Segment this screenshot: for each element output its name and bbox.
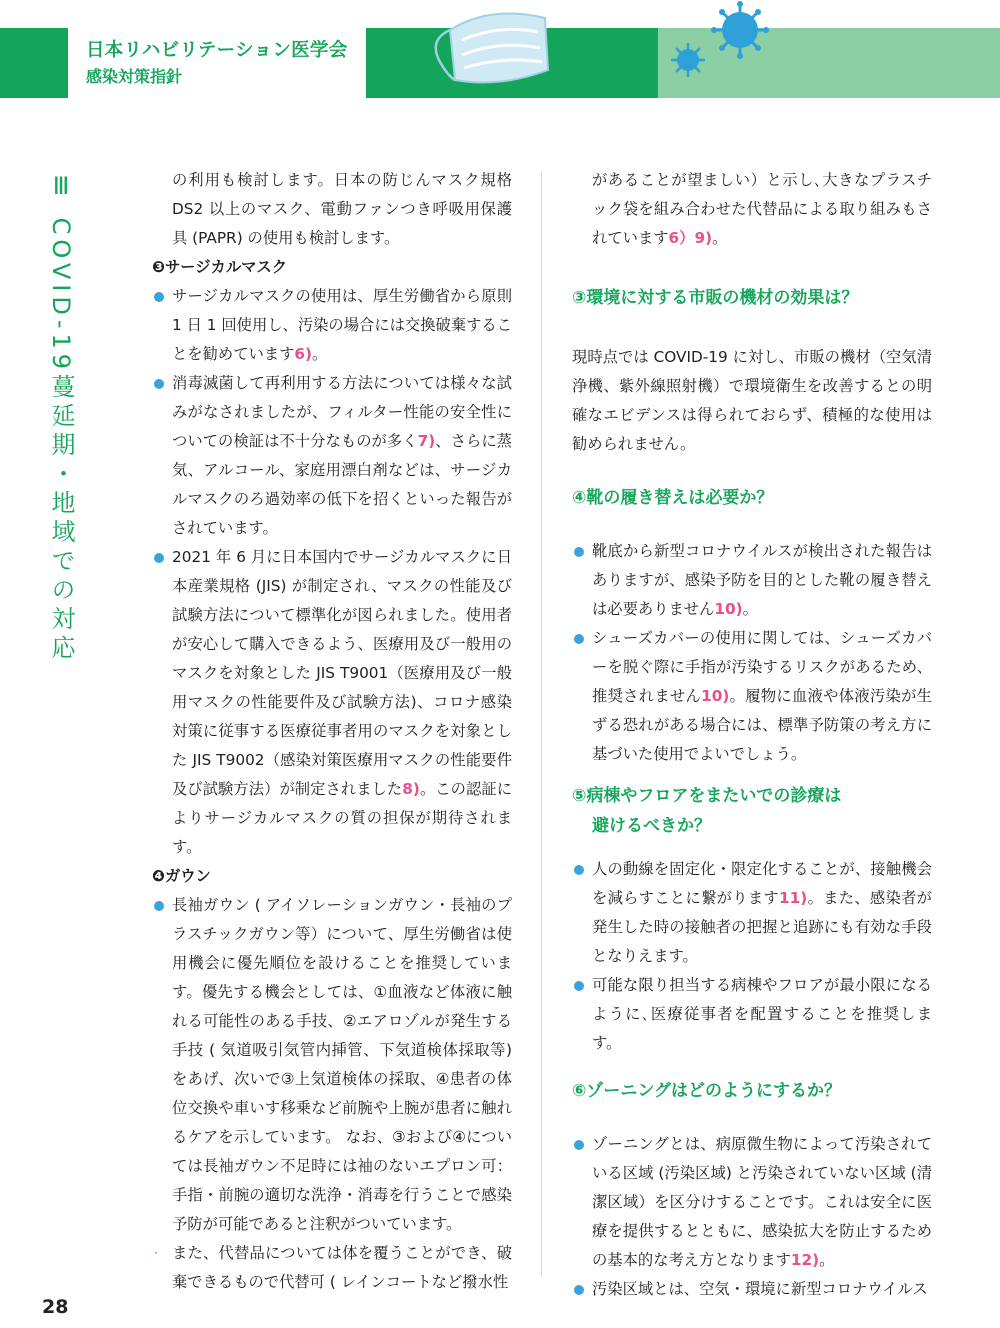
list-item: 長袖ガウン ( アイソレーションガウン・長袖のプラスチックガウン等）について、厚生労働省は使用機会に優先順位を設けることを推奨しています。優先する機会としては、①血液など体液に触れる可能性のある手技、②エアロゾルが発生する手技 ( 気道吸引気管内挿管、下気道検体採取等)をあげ、次いで③上気道検体の採取、④患者の体位交換や車いす移乗など前腕や上腕が患者に触れるケアを示しています。 なお、③および④については長袖ガウン不足時には袖のないエプロン可：手指・前腕の適切な洗浄・消毒を行うことで感染予防が可能であると注釈がついています。: [152, 891, 512, 1239]
list-item: シューズカバーの使用に関しては、シューズカバーを脱ぐ際に手指が汚染するリスクがあるため、推奨されません10)。履物に血液や体液汚染が生ずる恐れがある場合には、標準予防策の考え方に基づいた使用でよいでしょう。: [572, 624, 932, 769]
list-item: 人の動線を固定化・限定化することが、接触機会を減らすことに繋がります11)。また、感染者が発生した時の接触者の把握と追跡にも有効な手段となりえます。: [572, 855, 932, 971]
reference-6-9: 6）9): [668, 229, 713, 247]
section-heading-5-cont: 避けるべきか？: [592, 816, 711, 836]
section-heading-3: ③環境に対する市販の機材の効果は？: [572, 288, 859, 308]
left-column: [152, 166, 512, 1297]
list-item: · また、代替品については体を覆うことができ、破棄できるもので代替可 ( レインコートなど撥水性: [152, 1239, 512, 1297]
list-item: 汚染区域とは、空気・環境に新型コロナウイルス: [572, 1275, 932, 1304]
virus-icon-large: [711, 1, 769, 59]
reference-10: 10): [701, 687, 730, 705]
section-heading-4: ④靴の履き替えは必要か？: [572, 488, 774, 508]
list-item: 可能な限り担当する病棟やフロアが最小限になるように､医療従事者を配置することを推奨します。: [572, 971, 932, 1058]
header-subtitle: 感染対策指針: [86, 67, 183, 86]
page-number: 28: [42, 1296, 69, 1318]
paragraph: の利用も検討します。日本の防じんマスク規格DS2 以上のマスク、電動ファンつき呼吸用保護具 (PAPR) の使用も検討します。: [172, 171, 512, 247]
reference-7: 7): [417, 432, 436, 450]
subheading-gown: ❹ガウン: [152, 867, 211, 885]
virus-icon-small: [671, 43, 705, 77]
paragraph: 現時点では COVID-19 に対し、市販の機材（空気清浄機、紫外線照射機）で環境衛生を改善するとの明確なエビデンスは得られておらず、積極的な使用は勧められません。: [572, 348, 932, 453]
header-title: 日本リハビリテーション医学会: [86, 40, 348, 61]
right-column: [572, 166, 932, 1304]
reference-11: 11): [779, 889, 808, 907]
list-item: サージカルマスクの使用は、厚生労働省から原則1 日 1 回使用し、汚染の場合には交換破棄することを勧めています6)。: [152, 282, 512, 369]
reference-12: 12): [790, 1251, 820, 1269]
reference-6: 6): [294, 345, 313, 363]
section-heading-5: ⑤病棟やフロアをまたいでの診療は: [572, 786, 842, 806]
list-item: 靴底から新型コロナウイルスが検出された報告はありますが、感染予防を目的とした靴の履き替えは必要ありません10)。: [572, 537, 932, 624]
mask-virus-illustration: [420, 0, 780, 100]
list-item: ゾーニングとは、病原微生物によって汚染されている区域 (汚染区域) と汚染されていない区域 (清潔区域）を区分けすることです。これは安全に医療を提供するとともに、感染拡大を防止するための基本的な考え方となります12)。: [572, 1130, 932, 1275]
subheading-surgical-mask: ❸サージカルマスク: [152, 258, 288, 276]
list-item: 2021 年 6 月に日本国内でサージカルマスクに日本産業規格 (JIS) が制定され、マスクの性能及び試験方法について標準化が図られました。使用者が安心して購入できるよう、医療用及び一般用のマスクを対象とした JIS T9001（医療用及び一般用マスクの性能要件及び試験方法)、コロナ感染対策に従事する医療従事者用のマスクを対象とした JIS T9002（感染対策医療用マスクの性能要件及び試験方法）が制定されました8)。この認証によりサージカルマスクの質の担保が期待されます。: [152, 543, 512, 862]
column-divider: [541, 172, 542, 1276]
mask-icon: [436, 14, 548, 83]
chapter-side-label: Ⅲ COVID-19蔓延期・地域での対応: [47, 172, 75, 665]
reference-10: 10): [714, 600, 743, 618]
reference-8: 8): [402, 780, 420, 798]
paragraph: があることが望ましい）と示し､大きなプラスチック袋を組み合わせた代替品による取り組みもされています6）9)。: [592, 171, 932, 247]
section-heading-6: ⑥ゾーニングはどのようにするか？: [572, 1081, 842, 1101]
list-item: 消毒滅菌して再利用する方法については様々な試みがなされましたが、フィルター性能の安全性についての検証は不十分なものが多く7)、さらに蒸気、アルコール、家庭用漂白剤などは、サージカルマスクのろ過効率の低下を招くといった報告がされています。: [152, 369, 512, 543]
